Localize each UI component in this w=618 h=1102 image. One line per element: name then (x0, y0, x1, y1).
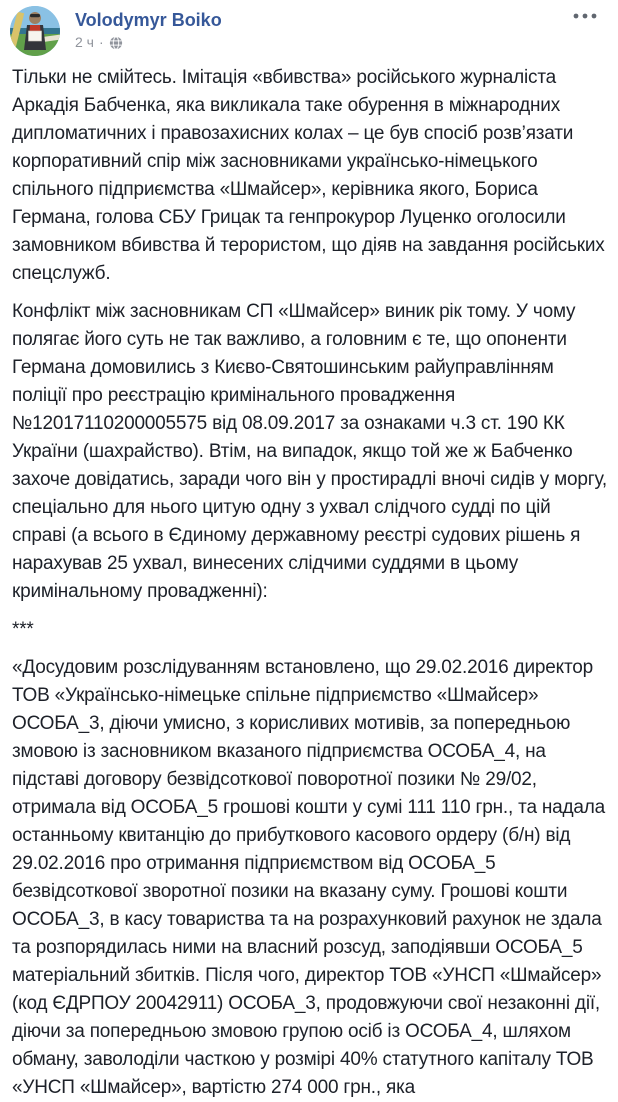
post-paragraph: Тільки не смійтесь. Імітація «вбивства» російського журналіста Аркадія Бабченка, яка викликала таке обурення в міжнародних дипломатичних і правозахисних колах – це був спосіб розв’язати корпоративний спір між засновниками українсько-німецького спільного підприємства «Шмайсер», керівника якого, Бориса Германа, голова СБУ Грицак та генпрокурор Луценко оголосили замовником вбивства й терористом, що діяв на завдання російських спецслужб. (12, 67, 610, 284)
post-header (0, 0, 618, 60)
post-paragraph-separator: *** (12, 619, 34, 640)
avatar[interactable] (10, 6, 60, 56)
post-options-button[interactable] (568, 8, 602, 24)
post-paragraph: Конфлікт між засновникам СП «Шмайсер» виник рік тому. У чому полягає його суть не так важливо, а головним є те, що опоненти Германа домовились з Києво-Святошинським райуправлінням поліції про реєстрацію кримінального провадження №12017110200005575 від 08.09.2017 за ознаками ч.3 ст. 190 КК України (шахрайство). Втім, на випадок, якщо той же ж Бабченко захоче довідатись, заради чого він у простирадлі вночі сидів у моргу, спеціально для нього цитую одну з ухвал слідчого судді по цій справі (а всього в Єдиному державному реєстрі судових рішень я нарахував 25 ухвал, винесених слідчими суддями в цьому кримінальному провадженні): (12, 301, 613, 602)
meta-separator: · (98, 34, 104, 50)
post-meta (75, 34, 123, 51)
ellipsis-icon (572, 12, 598, 20)
post-paragraph: «Досудовим розслідуванням встановлено, що 29.02.2016 директор ТОВ «Українсько-німецьке спільне підприємство «Шмайсер» ОСОБА_3, діючи умисно, з корисливих мотивів, за попередньою змовою із засновником вказаного підприємства ОСОБА_4, на підставі договору безвідсоткової поворотної позики № 29/02, отримала від ОСОБА_5 грошові кошти у сумі 111 110 грн., та надала останньому квитанцію до прибуткового касового ордеру (б/н) від 29.02.2016 про отримання підприємством від ОСОБА_5 безвідсоткової зворотної позики на вказану суму. Грошові кошти ОСОБА_3, в касу товариства та на розрахунковий рахунок не здала та розпорядилась ними на власний розсуд, заподіявши ОСОБА_5 матеріальний збитків. Після чого, директор ТОВ «УНСП «Шмайсер» (код ЄДРПОУ 20042911) ОСОБА_3, продовжуючи свої незаконні дії, діючи за попередньою змовою групою осіб із ОСОБА_4, шляхом обману, заволоділи часткою у розмірі 40% статутного капіталу ТОВ «УНСП «Шмайсер», вартістю 274 000 грн., яка (12, 657, 611, 1098)
post-body (0, 60, 618, 1102)
post-timestamp[interactable]: 2 ч (75, 34, 94, 50)
author-name-link[interactable]: Volodymyr Boiko (75, 10, 222, 30)
globe-privacy-icon (109, 36, 123, 50)
